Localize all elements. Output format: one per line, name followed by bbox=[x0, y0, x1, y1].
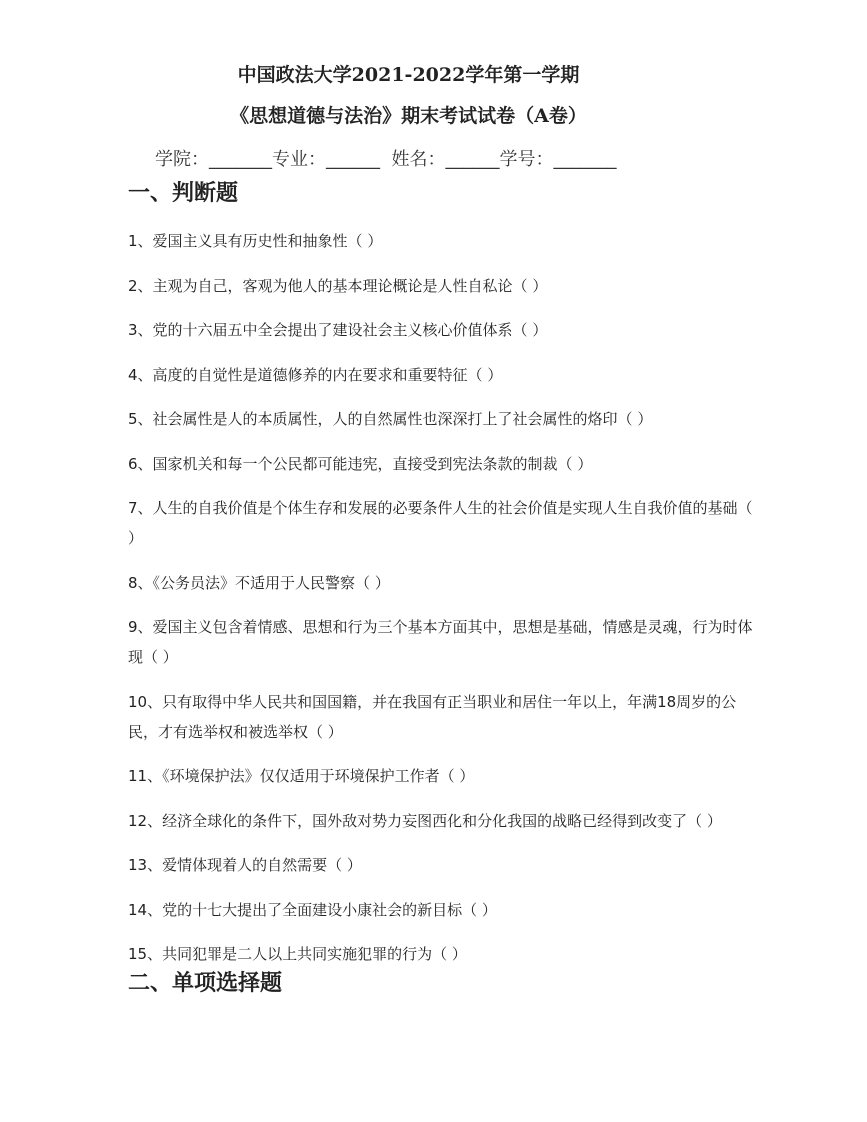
question-list bbox=[128, 226, 753, 984]
question-item: 15、共同犯罪是二人以上共同实施犯罪的行为（ ） bbox=[128, 945, 467, 963]
question-item: 7、人生的自我价值是个体生存和发展的必要条件人生的社会价值是实现人生自我价值的基础（ ） bbox=[128, 499, 753, 547]
question-item: 2、主观为自己，客观为他人的基本理论概论是人性自私论（ ） bbox=[128, 276, 548, 295]
question-item: 4、高度的自觉性是道德修养的内在要求和重要特征（ ） bbox=[128, 365, 503, 384]
question-item: 6、国家机关和每一个公民都可能违宪，直接受到宪法条款的制裁（ ） bbox=[128, 454, 593, 473]
question-item: 1、爱国主义具有历史性和抽象性（ ） bbox=[128, 232, 383, 250]
exam-title: 中国政法大学2021-2022学年第一学期 bbox=[237, 64, 580, 86]
student-info-line: 学院：_______专业：______ 姓名：______学号：_______ bbox=[155, 149, 617, 170]
section-heading-true-false: 一、判断题 bbox=[128, 180, 239, 206]
question-item: 12、经济全球化的条件下，国外敌对势力妄图西化和分化我国的战略已经得到改变了（ ） bbox=[128, 811, 722, 830]
question-item: 3、党的十六届五中全会提出了建设社会主义核心价值体系（ ） bbox=[128, 321, 548, 339]
question-item: 5、社会属性是人的本质属性，人的自然属性也深深打上了社会属性的烙印（ ） bbox=[128, 410, 653, 428]
question-item: 13、爱情体现着人的自然需要（ ） bbox=[128, 856, 362, 874]
question-item: 9、爱国主义包含着情感、思想和行为三个基本方面其中，思想是基础，情感是灵魂，行为时体现（ ） bbox=[128, 618, 753, 666]
question-item: 10、只有取得中华人民共和国国籍，并在我国有正当职业和居住一年以上，年满18周岁的公民，才有选举权和被选举权（ ） bbox=[128, 692, 737, 741]
question-item: 11、《环境保护法》仅仅适用于环境保护工作者（ ） bbox=[128, 767, 475, 785]
section-heading-single-choice: 二、单项选择题 bbox=[128, 970, 283, 996]
question-item: 14、党的十七大提出了全面建设小康社会的新目标（ ） bbox=[128, 900, 497, 919]
exam-subtitle: 《思想道德与法治》期末考试试卷（A卷） bbox=[230, 105, 587, 127]
question-item: 8、《公务员法》不适用于人民警察（ ） bbox=[128, 573, 390, 592]
